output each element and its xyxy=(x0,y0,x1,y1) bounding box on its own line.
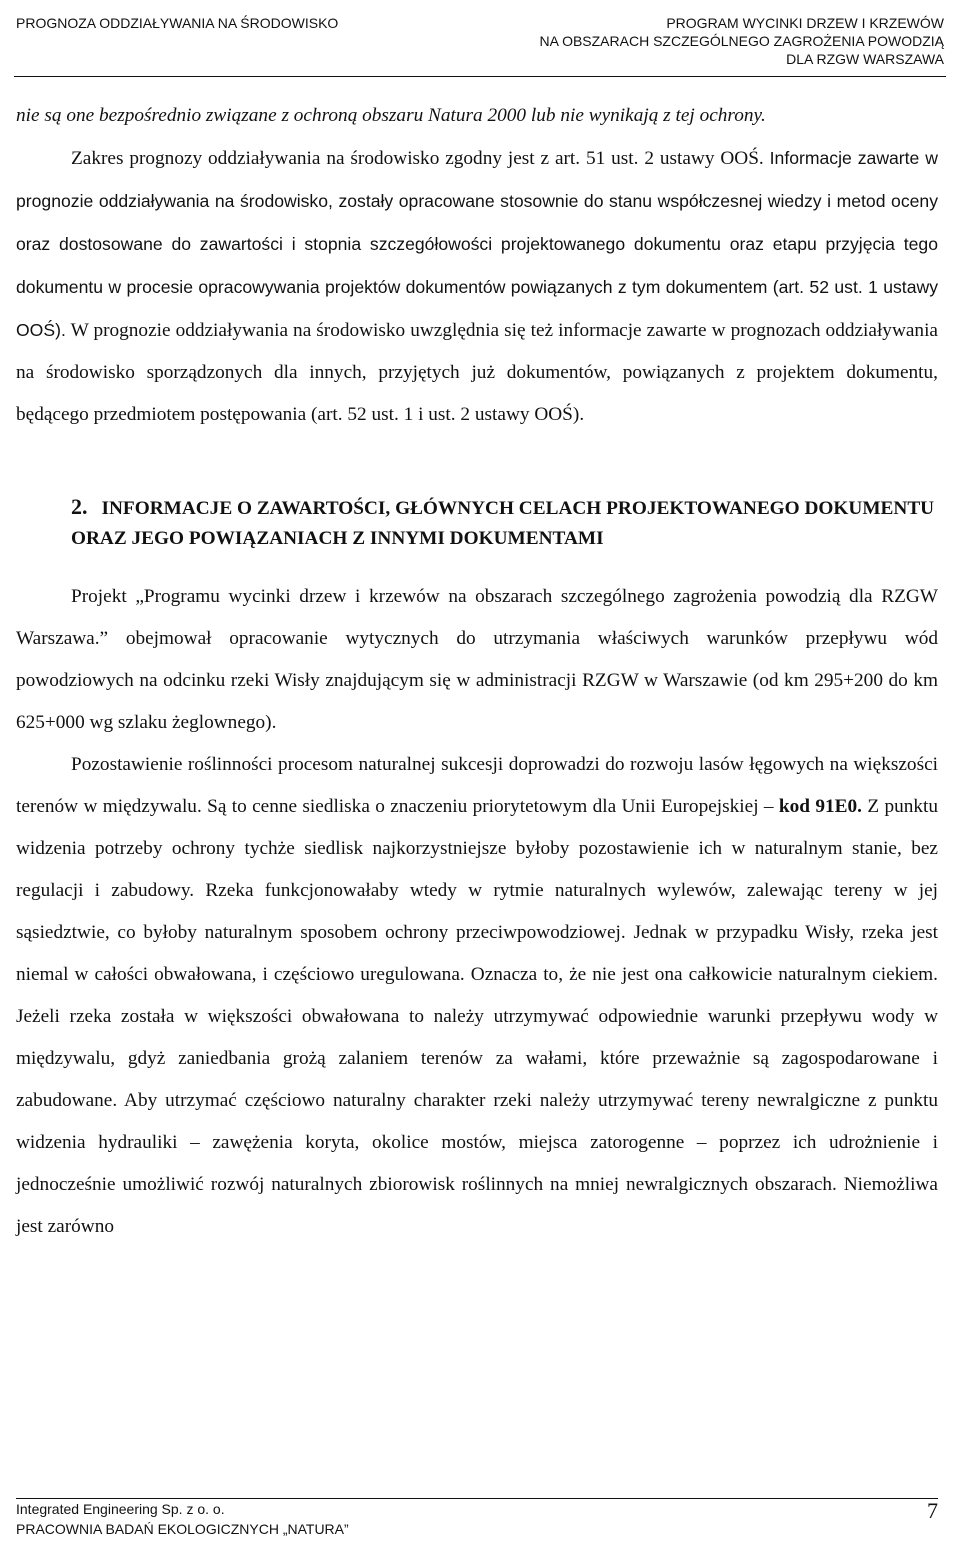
page-number: 7 xyxy=(927,1498,938,1523)
paragraph-natura-continuation: nie są one bezpośrednio związane z ochroną obszaru Natura 2000 lub nie wynikają z tej ochrony. xyxy=(16,105,766,126)
document-body xyxy=(16,95,938,1248)
section-title: INFORMACJE O ZAWARTOŚCI, GŁÓWNYCH CELACH PROJEKTOWANEGO DOKUMENTU ORAZ JEGO POWIĄZANIACH Z INNYMI DOKUMENTAMI xyxy=(71,498,935,549)
scope-lead-text: Zakres prognozy oddziaływania na środowisko zgodny jest z art. 51 ust. 2 ustawy OOŚ. xyxy=(71,148,764,169)
section-heading xyxy=(71,492,938,554)
vegetation-text-b: Z punktu widzenia potrzeby ochrony tychże siedlisk najkorzystniejsze byłoby pozostawienie ich w naturalnym stanie, bez regulacji i zabudowy. Rzeka funkcjonowałaby wtedy w rytmie naturalnych wylewów, zalewając tereny w jej sąsiedztwie, co byłoby naturalnym sposobem ochrony przeciwpowodziowej. Jednak w przypadku Wisły, rzeka jest niemal w całości obwałowana, i częściowo uregulowana. Oznacza to, że nie jest ona całkowicie naturalnym ciekiem. Jeżeli rzeka została w większości obwałowana to należy utrzymywać odpowiednie warunki przepływu wody w międzywalu, gdyż zaniedbania grożą zalaniem terenów za wałami, które przeważnie są zagospodarowane i zabudowane. Aby utrzymać częściowo naturalny charakter rzeki należy utrzymywać tereny newralgiczne z punktu widzenia hydrauliki – zawężenia koryta, okolice mostów, miejsca zatorogenne – poprzez ich udrożnienie i jednocześnie umożliwić rozwój naturalnych zbiorowisk roślinnych na mniej newralgicznych obszarach. Niemożliwa jest zarówno xyxy=(16,796,938,1237)
scope-sans-text: Informacje zawarte w prognozie oddziaływania na środowisko, zostały opracowane stosownie do stanu współczesnej wiedzy i metod oceny oraz dostosowane do zawartości i stopnia szczegółowości projektowanego dokumentu oraz etapu przyjęcia tego dokumentu w procesie opracowywania projektów dokumentów powiązanych z tym dokumentem (art. 52 ust. 1 ustawy OOŚ). xyxy=(16,148,938,340)
page-footer xyxy=(16,1498,938,1539)
scope-tail-text: W prognozie oddziaływania na środowisko uwzględnia się też informacje zawarte w prognozach oddziaływania na środowisko sporządzonych dla innych, przyjętych już dokumentów, powiązanych z projektem dokumentu, będącego przedmiotem postępowania (art. 52 ust. 1 i ust. 2 ustawy OOŚ). xyxy=(16,320,938,425)
header-right-line1: PROGRAM WYCINKI DRZEW I KRZEWÓW xyxy=(666,15,944,31)
paragraph-project: Projekt „Programu wycinki drzew i krzewów na obszarach szczególnego zagrożenia powodzią dla RZGW Warszawa.” obejmował opracowanie wytycznych do utrzymania właściwych warunków przepływu wód powodziowych na odcinku rzeki Wisły znajdującym się w administracji RZGW w Warszawie (od km 295+200 do km 625+000 wg szlaku żeglownego). xyxy=(16,586,938,733)
header-right-block xyxy=(540,14,945,68)
header-divider xyxy=(14,76,946,77)
vegetation-text-a: Pozostawienie roślinności procesom naturalnej sukcesji doprowadzi do rozwoju lasów łęgowych na większości terenów w międzywalu. Są to cenne siedliska o znaczeniu priorytetowym dla Unii Europejskiej – xyxy=(16,754,938,817)
page-header xyxy=(16,0,944,78)
header-right-line2: NA OBSZARACH SZCZEGÓLNEGO ZAGROŻENIA POWODZIĄ xyxy=(539,33,944,49)
footer-company: Integrated Engineering Sp. z o. o. xyxy=(16,1501,225,1517)
section-number: 2. xyxy=(71,494,88,519)
header-left-title: PROGNOZA ODDZIAŁYWANIA NA ŚRODOWISKO xyxy=(16,15,339,31)
footer-lab: PRACOWNIA BADAŃ EKOLOGICZNYCH „NATURA” xyxy=(16,1521,349,1537)
paragraph-vegetation xyxy=(16,744,938,1248)
header-right-line3: DLA RZGW WARSZAWA xyxy=(786,51,944,67)
habitat-code: kod 91E0. xyxy=(778,796,862,817)
paragraph-scope xyxy=(16,137,938,436)
